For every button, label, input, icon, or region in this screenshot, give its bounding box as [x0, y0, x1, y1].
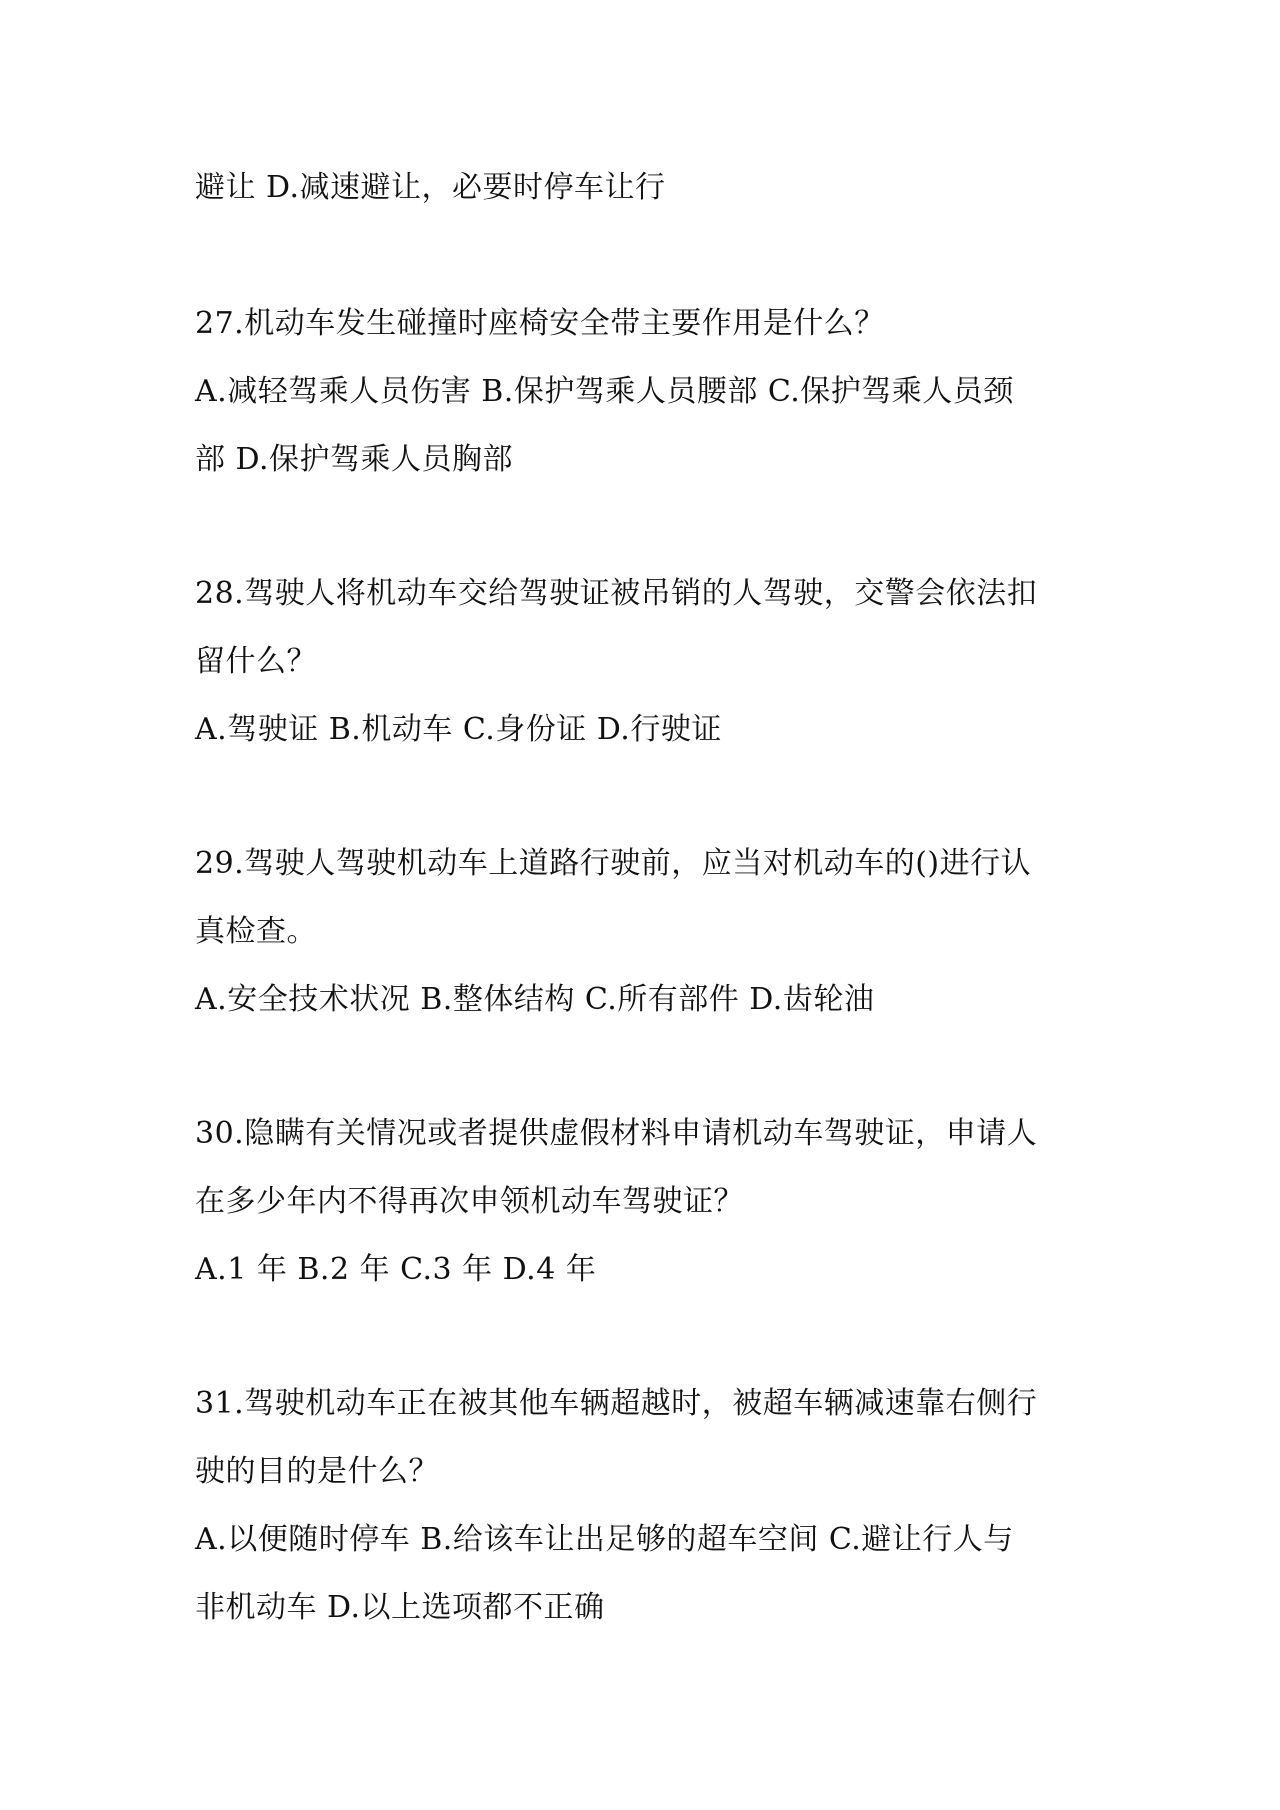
question-31-options: A.以便随时停车 B.给该车让出足够的超车空间 C.避让行人与	[195, 1522, 1014, 1557]
continuation-line: 避让 D.减速避让，必要时停车让行	[195, 170, 666, 205]
question-31-options-cont: 非机动车 D.以上选项都不正确	[195, 1590, 605, 1625]
question-30-options: A.1 年 B.2 年 C.3 年 D.4 年	[195, 1252, 597, 1287]
question-27-stem: 27.机动车发生碰撞时座椅安全带主要作用是什么？	[195, 306, 885, 341]
question-27-options-cont: 部 D.保护驾乘人员胸部	[195, 442, 514, 477]
question-28-stem: 28.驾驶人将机动车交给驾驶证被吊销的人驾驶，交警会依法扣	[195, 576, 1038, 611]
question-29-stem: 29.驾驶人驾驶机动车上道路行驶前，应当对机动车的()进行认	[195, 846, 1032, 881]
question-29-stem-cont: 真检查。	[195, 914, 317, 949]
question-30-stem-cont: 在多少年内不得再次申领机动车驾驶证？	[195, 1184, 744, 1219]
question-30-stem: 30.隐瞒有关情况或者提供虚假材料申请机动车驾驶证，申请人	[195, 1116, 1038, 1151]
question-28-stem-cont: 留什么？	[195, 644, 317, 679]
question-28-options: A.驾驶证 B.机动车 C.身份证 D.行驶证	[195, 712, 722, 747]
question-27-options: A.减轻驾乘人员伤害 B.保护驾乘人员腰部 C.保护驾乘人员颈	[195, 374, 1014, 409]
question-31-stem-cont: 驶的目的是什么？	[195, 1454, 439, 1489]
question-29-options: A.安全技术状况 B.整体结构 C.所有部件 D.齿轮油	[195, 982, 875, 1017]
question-31-stem: 31.驾驶机动车正在被其他车辆超越时，被超车辆减速靠右侧行	[195, 1386, 1038, 1421]
